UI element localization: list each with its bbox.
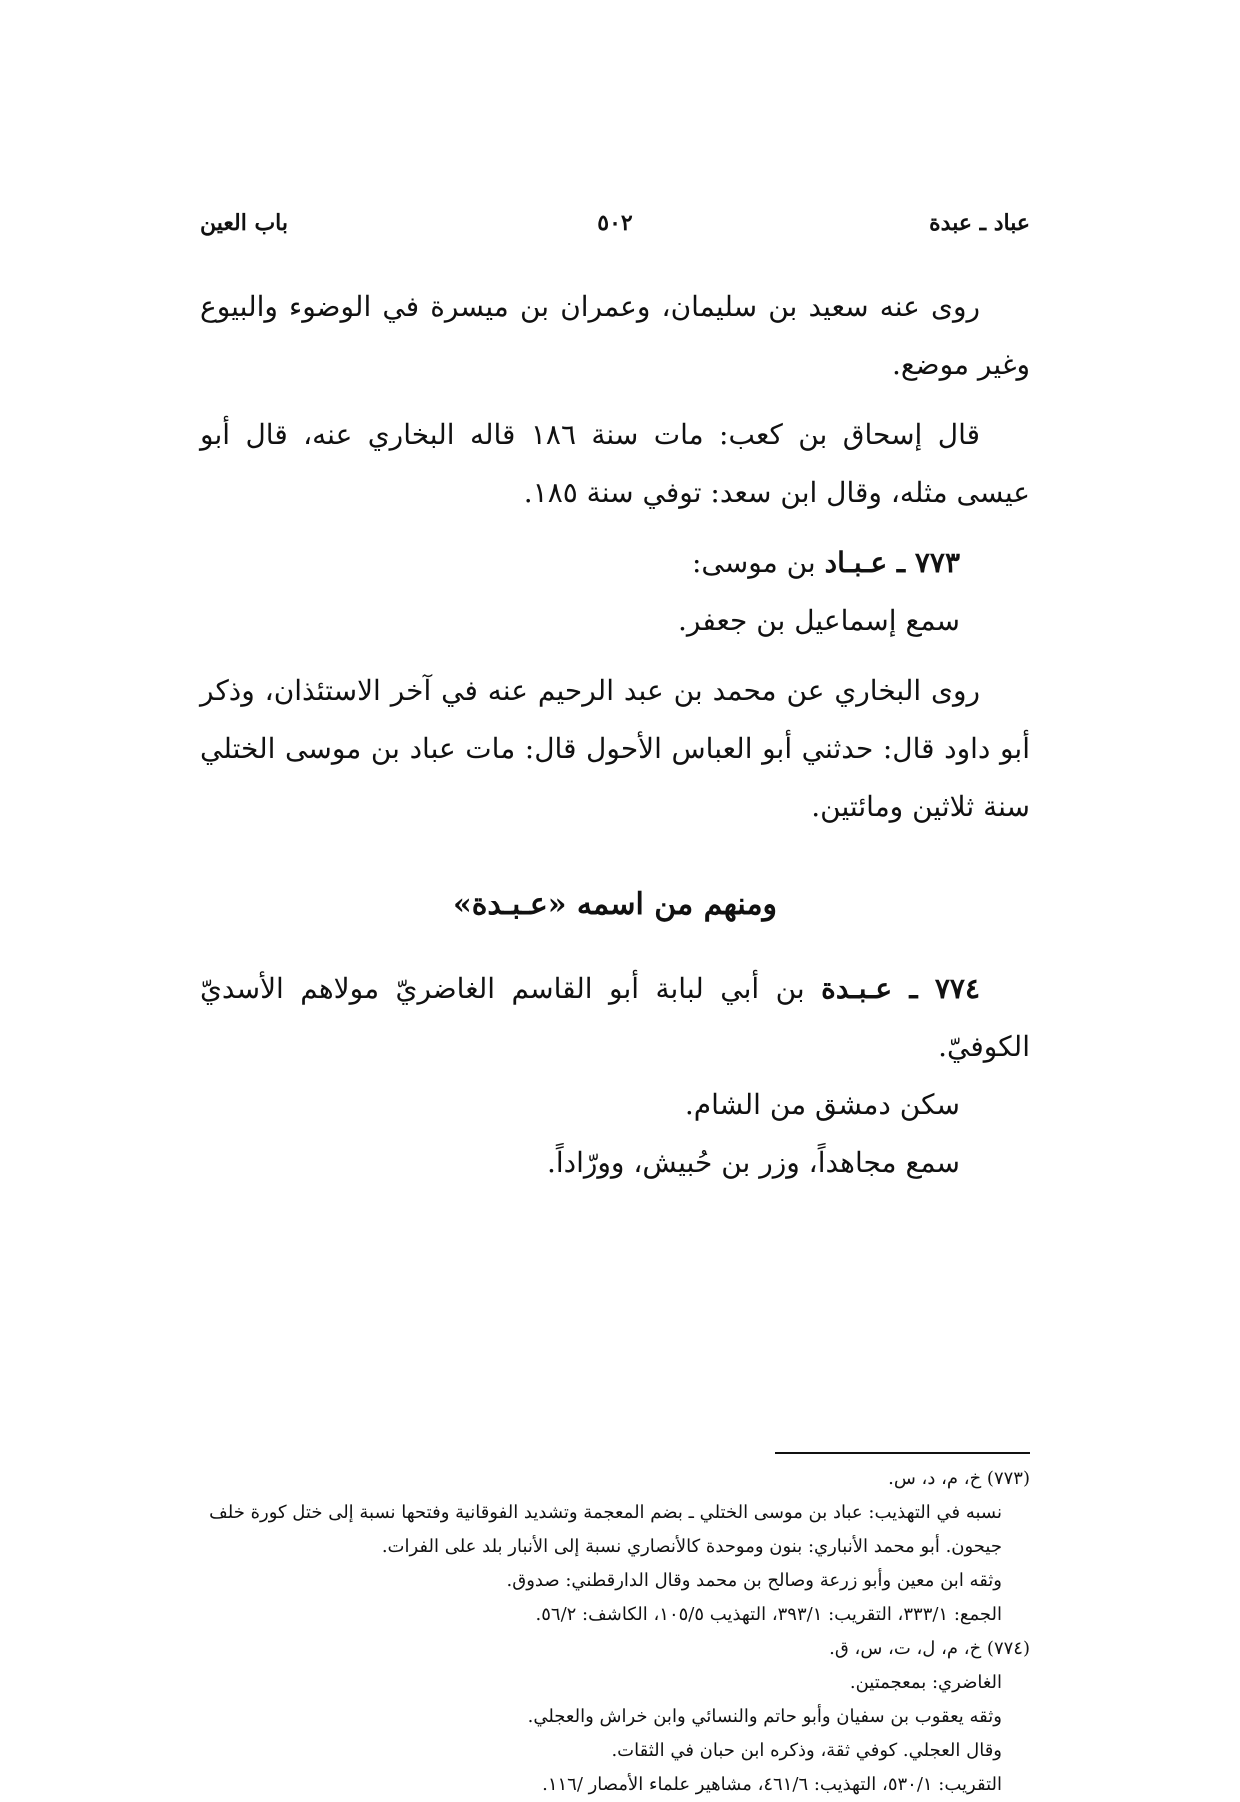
section-heading: ومنهم من اسمه «عـبـدة»	[452, 887, 778, 922]
footnote-line: التقريب: ٥٣٠/١، التهذيب: ٤٦١/٦، مشاهير علماء الأمصار /١١٦.	[542, 1774, 1002, 1795]
footnote-line: وثقه ابن معين وأبو زرعة وصالح بن محمد وقال الدارقطني: صدوق.	[506, 1570, 1002, 1591]
footnote-line: الجمع: ٣٣٣/١، التقريب: ٣٩٣/١، التهذيب ١٠٥/٥، الكاشف: ٥٦/٢.	[535, 1604, 1002, 1625]
entry-773-name: بن موسى:	[692, 546, 825, 579]
footnote-divider	[775, 1452, 1030, 1454]
entry-774-line: سكن دمشق من الشام.	[684, 1088, 960, 1121]
paragraph: روى عنه سعيد بن سليمان، وعمران بن ميسرة في الوضوء والبيوع وغير موضع.	[200, 290, 1030, 381]
entry-774-title	[200, 960, 1030, 1076]
footnote-line: الغاضري: بمعجمتين.	[849, 1672, 1002, 1693]
footnote-774-header: (٧٧٤) خ، م، ل، ت، س، ق.	[829, 1638, 1030, 1659]
entry-773-title	[200, 534, 1030, 592]
footnotes	[200, 1462, 1030, 1802]
running-header	[200, 210, 1030, 250]
footnote-773-header: (٧٧٣) خ، م، د، س.	[888, 1468, 1030, 1489]
paragraph: قال إسحاق بن كعب: مات سنة ١٨٦ قاله البخاري عنه، قال أبو عيسى مثله، وقال ابن سعد: توفي سنة ١٨٥.	[200, 418, 1030, 509]
footnote-line: نسبه في التهذيب: عباد بن موسى الختلي ـ بضم المعجمة وتشديد الفوقانية وفتحها نسبة إلى ختل كورة خلف جيحون. أبو محمد الأنباري: بنون وموحدة كالأنصاري نسبة إلى الأنبار بلد على الفرات.	[209, 1502, 1002, 1557]
main-text	[200, 278, 1030, 1192]
entry-773-line: سمع إسماعيل بن جعفر.	[677, 604, 960, 637]
entry-774-line: سمع مجاهداً، وزر بن حُبيش، وورّاداً.	[546, 1146, 960, 1179]
entry-774-number: ٧٧٤ ـ عـبـدة	[821, 972, 980, 1005]
entry-773-number: ٧٧٣ ـ عـبـاد	[824, 546, 960, 579]
header-section-title: عباد ـ عبدة	[929, 210, 1030, 236]
paragraph: روى البخاري عن محمد بن عبد الرحيم عنه في آخر الاستئذان، وذكر أبو داود قال: حدثني أبو العباس الأحول قال: مات عباد بن موسى الختلي سنة ثلاثين ومائتين.	[200, 674, 1030, 823]
footnote-line: وثقه يعقوب بن سفيان وأبو حاتم والنسائي وابن خراش والعجلي.	[527, 1706, 1002, 1727]
header-chapter-title: باب العين	[200, 210, 289, 236]
entry-774-name: بن أبي لبابة أبو القاسم الغاضريّ مولاهم الأسديّ الكوفيّ.	[200, 972, 1030, 1063]
footnote-line: وقال العجلي. كوفي ثقة، وذكره ابن حبان في الثقات.	[611, 1740, 1002, 1761]
page-number: ٥٠٢	[597, 210, 633, 236]
